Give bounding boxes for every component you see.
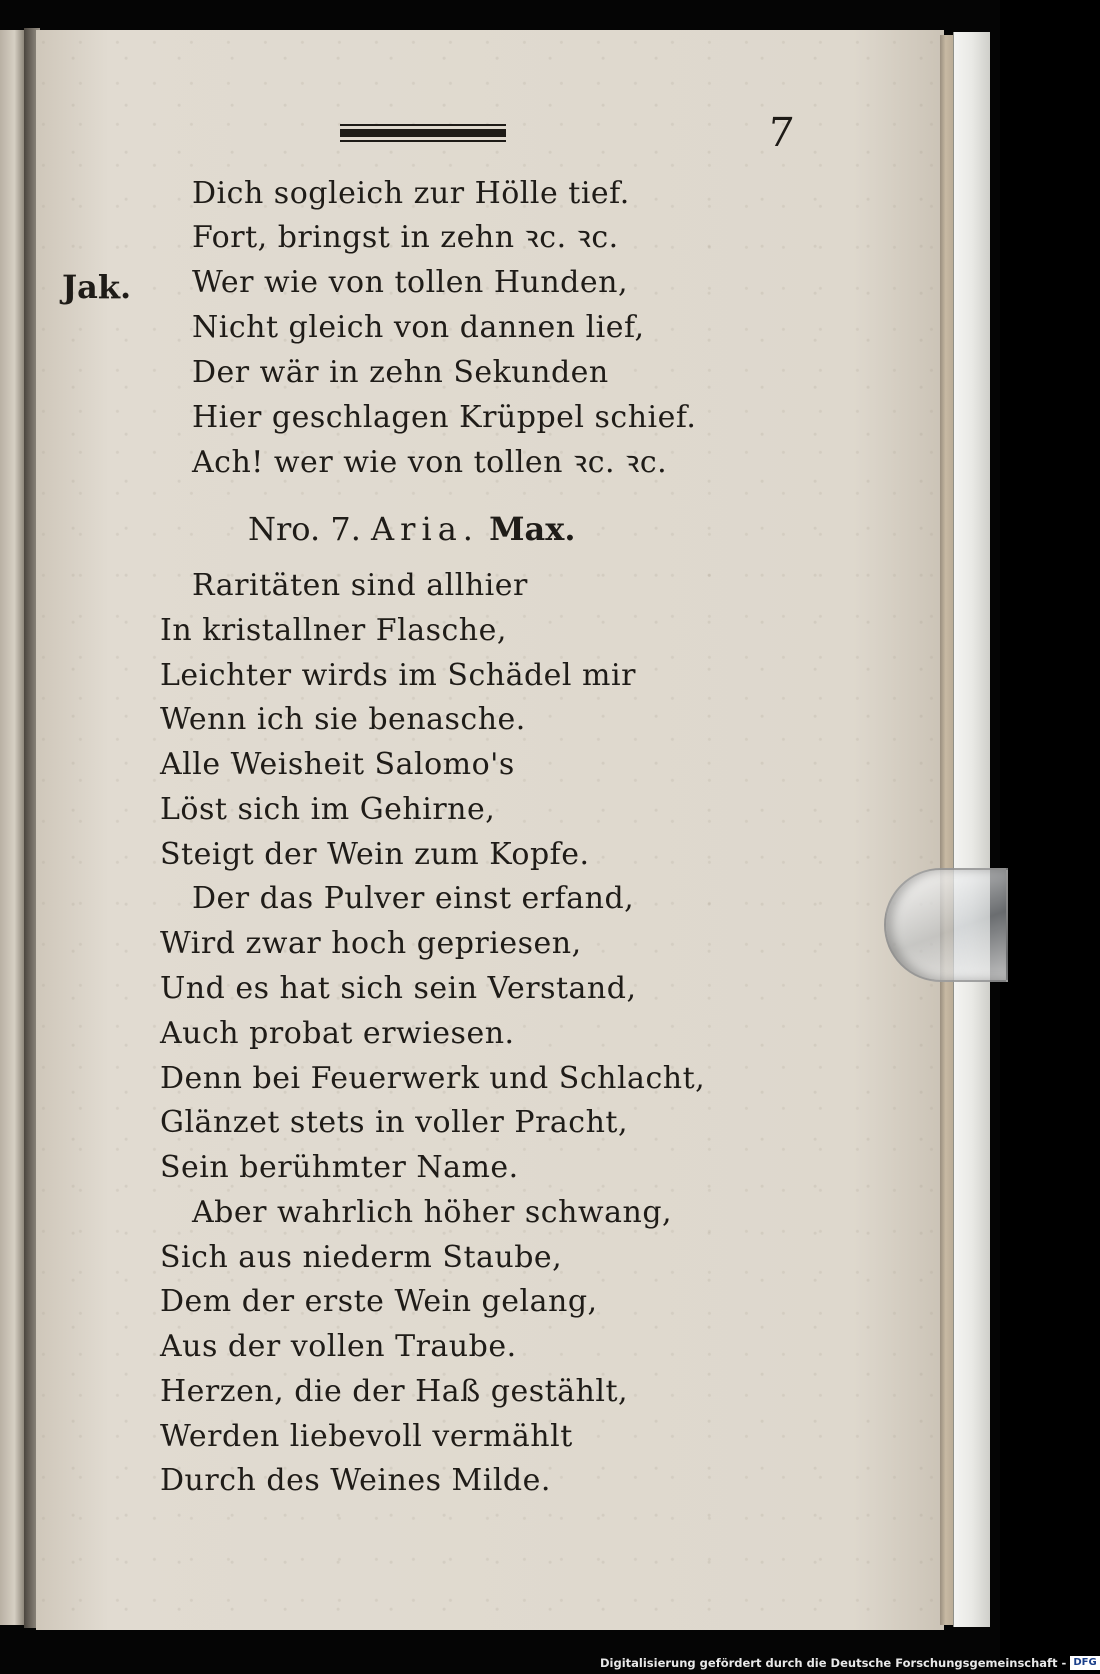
verse-line: Wenn ich sie benasche. <box>160 702 526 737</box>
ornamental-rule <box>340 124 506 142</box>
verse-line: Steigt der Wein zum Kopfe. <box>160 837 590 872</box>
aria-number: Nro. 7. <box>248 510 361 548</box>
verse-line: Alle Weisheit Salomo's <box>160 747 515 782</box>
verse-line: Hier geschlagen Krüppel schief. <box>192 400 697 435</box>
aria-heading <box>248 510 575 548</box>
verse-line: Aber wahrlich höher schwang, <box>192 1195 673 1230</box>
speaker-label: Jak. <box>62 268 132 306</box>
verse-line: In kristallner Flasche, <box>160 613 507 648</box>
page-stack-edge <box>940 35 954 1625</box>
verse-line: Wird zwar hoch gepriesen, <box>160 926 582 961</box>
verse-line: Und es hat sich sein Verstand, <box>160 971 637 1006</box>
verse-line: Werden liebevoll vermählt <box>160 1419 573 1454</box>
verse-line: Herzen, die der Haß gestählt, <box>160 1374 629 1409</box>
left-page-edge <box>0 30 26 1625</box>
verse-line: Raritäten sind allhier <box>192 568 528 603</box>
aria-character: Max. <box>489 510 576 548</box>
verse-line: Der wär in zehn Sekunden <box>192 355 609 390</box>
transparent-page-clip <box>884 868 1008 982</box>
verse-line: Glänzet stets in voller Pracht, <box>160 1105 629 1140</box>
verse-line: Auch probat erwiesen. <box>160 1016 515 1051</box>
verse-line: Durch des Weines Milde. <box>160 1463 551 1498</box>
verse-line: Fort, bringst in zehn ꝛc. ꝛc. <box>192 220 619 255</box>
credit-text: Digitalisierung gefördert durch die Deutsche Forschungsgemeinschaft - <box>600 1656 1067 1670</box>
verse-line: Wer wie von tollen Hunden, <box>192 265 628 300</box>
verse-line: Dem der erste Wein gelang, <box>160 1284 598 1319</box>
verse-line: Aus der vollen Traube. <box>160 1329 517 1364</box>
verse-line: Ach! wer wie von tollen ꝛc. ꝛc. <box>192 445 668 480</box>
verse-line: Dich sogleich zur Hölle tief. <box>192 176 630 211</box>
digitization-credit <box>600 1654 1100 1672</box>
cover-edge <box>953 32 990 1627</box>
verse-line: Sich aus niederm Staube, <box>160 1240 563 1275</box>
verse-line: Sein berühmter Name. <box>160 1150 519 1185</box>
verse-line: Leichter wirds im Schädel mir <box>160 658 636 693</box>
verse-line: Löst sich im Gehirne, <box>160 792 496 827</box>
verse-line: Der das Pulver einst erfand, <box>192 881 635 916</box>
dfg-logo: DFG <box>1070 1656 1099 1670</box>
verse-line: Denn bei Feuerwerk und Schlacht, <box>160 1061 706 1096</box>
aria-type: Aria. <box>371 510 479 548</box>
page-number: 7 <box>765 110 796 156</box>
verse-line: Nicht gleich von dannen lief, <box>192 310 645 345</box>
